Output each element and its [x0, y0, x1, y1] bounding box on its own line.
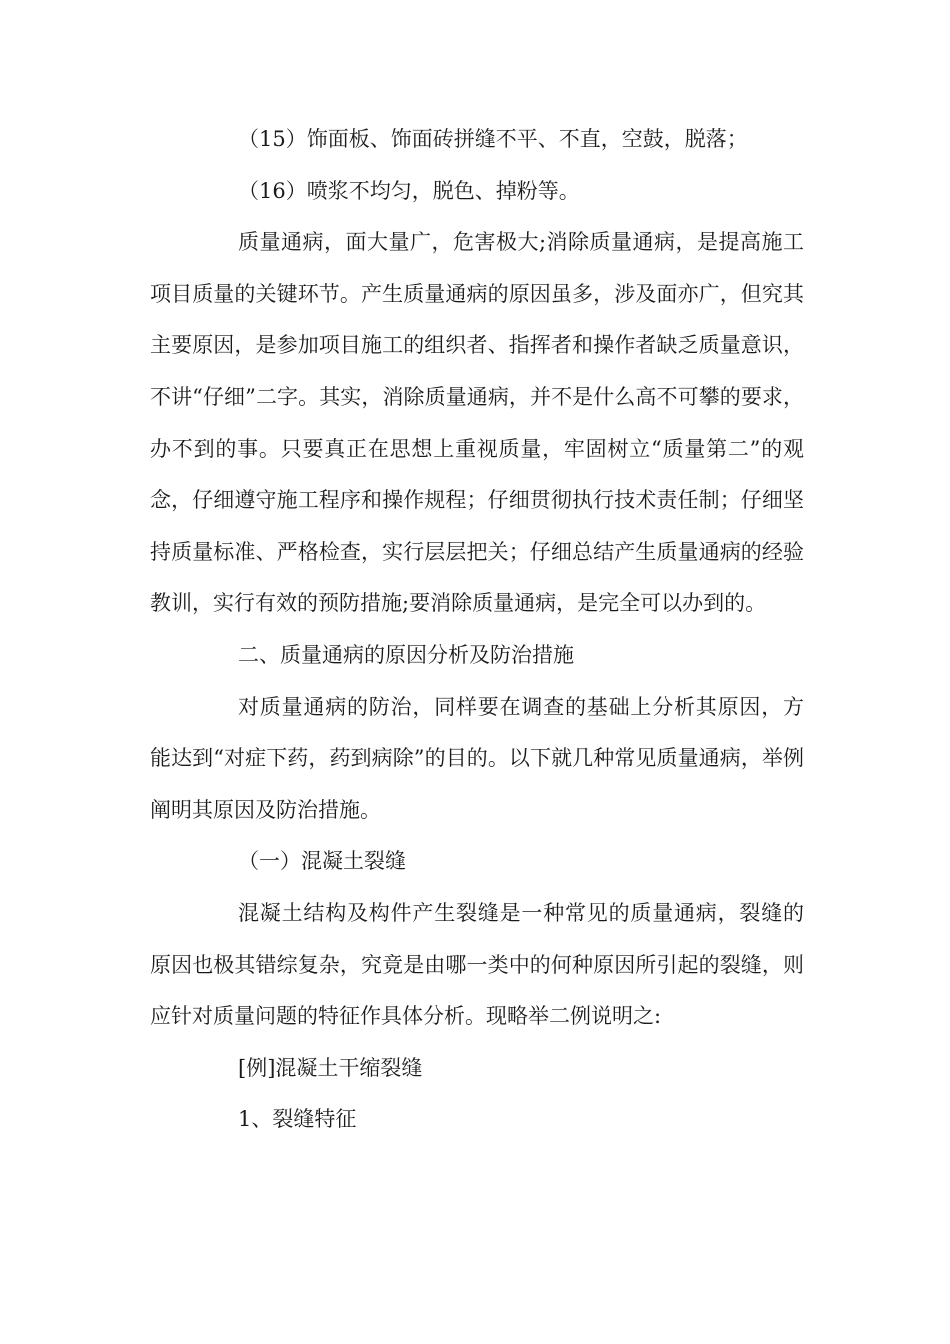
subsection-heading: （一）混凝土裂缝	[238, 849, 406, 874]
body-paragraph: 混凝土结构及构件产生裂缝是一种常见的质量通病，裂缝的原因也极其错综复杂，究竟是由哪一类中的何种原因所引起的裂缝，则应针对质量问题的特征作具体分析。现略举二例说明之:	[150, 900, 804, 1029]
document-body	[150, 114, 804, 1146]
body-paragraph: 对质量通病的防治，同样要在调查的基础上分析其原因，方能达到“对症下药，药到病除”的目的。以下就几种常见质量通病，举例阐明其原因及防治措施。	[150, 694, 804, 822]
list-item-15: （15）饰面板、饰面砖拼缝不平、不直，空鼓，脱落；	[238, 127, 748, 151]
list-item-16: （16）喷浆不均匀，脱色、掉粉等。	[238, 178, 580, 203]
example-heading: [例]混凝土干缩裂缝	[238, 1055, 423, 1080]
body-paragraph: 质量通病，面大量广，危害极大;消除质量通病，是提高施工项目质量的关键环节。产生质量通病的原因虽多，涉及面亦广，但究其主要原因，是参加项目施工的组织者、指挥者和操作者缺乏质量意识，不讲“仔细”二字。其实，消除质量通病，并不是什么高不可攀的要求，办不到的事。只要真正在思想上重视质量，牢固树立“质量第二”的观念，仔细遵守施工程序和操作规程；仔细贯彻执行技术责任制；仔细坚持质量标准、严格检查，实行层层把关；仔细总结产生质量通病的经验教训，实行有效的预防措施;要消除质量通病，是完全可以办到的。	[150, 230, 804, 616]
section-heading: 二、质量通病的原因分析及防治措施	[238, 642, 574, 667]
numbered-heading: 1、裂缝特征	[238, 1107, 357, 1132]
